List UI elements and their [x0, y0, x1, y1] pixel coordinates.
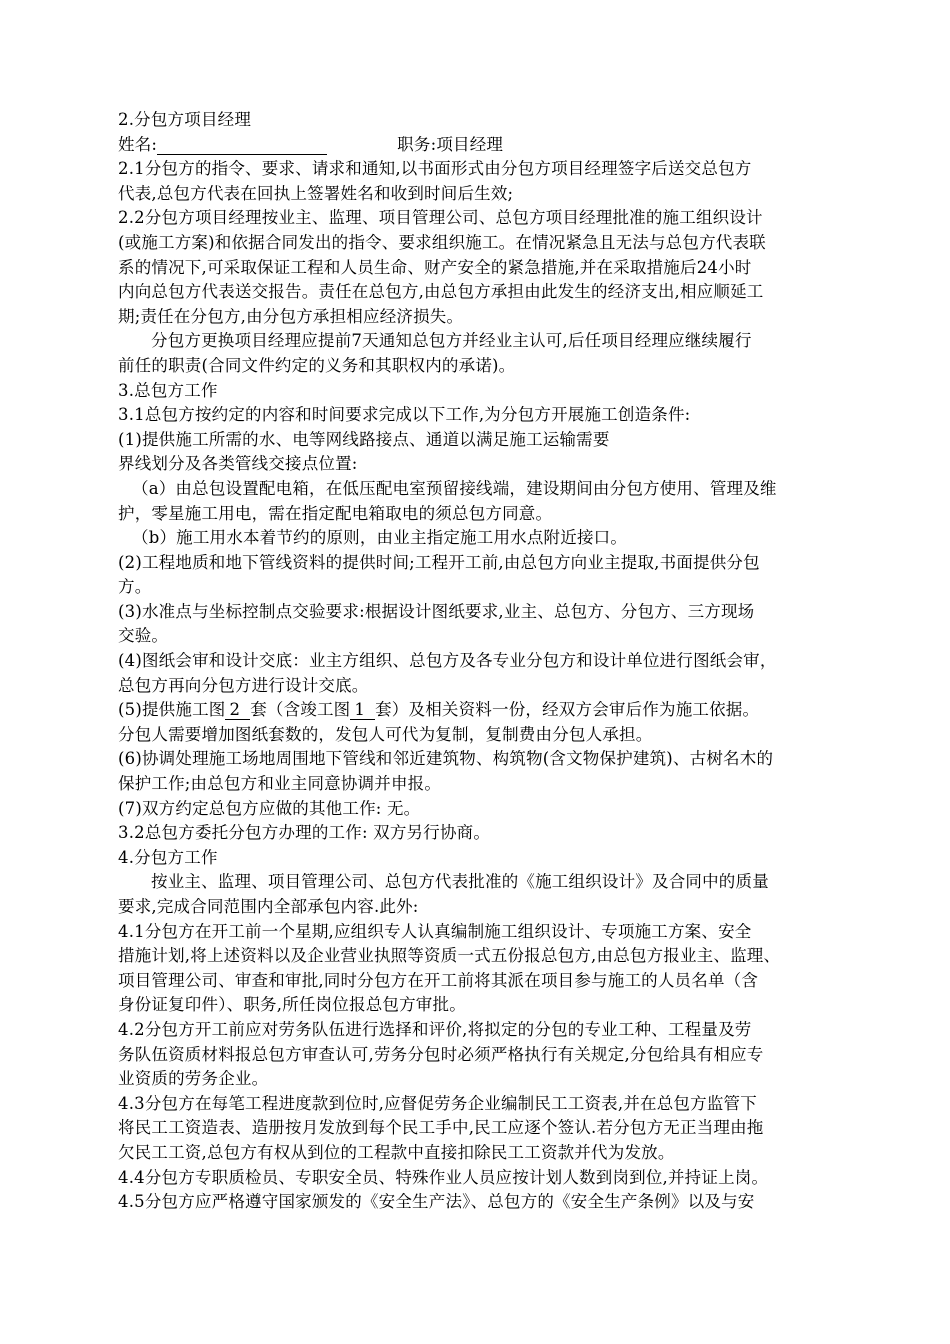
paragraph-line: 护，零星施工用电，需在指定配电箱取电的须总包方同意。: [118, 503, 553, 523]
paragraph-line: 2.1分包方的指令、要求、请求和通知,以书面形式由分包方项目经理签字后送交总包方: [118, 159, 752, 179]
paragraph-line: 3.2总包方委托分包方办理的工作: 双方另行协商。: [118, 823, 491, 843]
paragraph-line: 身份证复印件）、职务,所任岗位报总包方审批。: [118, 995, 466, 1015]
drawing-copies-value: 2: [225, 701, 250, 720]
paragraph-line: 将民工工资造表、造册按月发放到每个民工手中,民工应逐个签认.若分包方无正当理由拖: [118, 1118, 764, 1138]
paragraph-line: (4)图纸会审和设计交底：业主方组织、总包方及各专业分包方和设计单位进行图纸会审，: [118, 651, 777, 671]
paragraph-line: (2)工程地质和地下管线资料的提供时间;工程开工前,由总包方向业主提取,书面提供分包: [118, 552, 760, 572]
paragraph-line: 业资质的劳务企业。: [118, 1069, 269, 1089]
name-label: 姓名:: [118, 134, 158, 154]
paragraph-line: 总包方再向分包方进行设计交底。: [118, 675, 369, 695]
section-heading: 2.分包方项目经理: [118, 110, 252, 129]
paragraph-line: 交验。: [118, 626, 169, 646]
paragraph-line: (或施工方案)和依据合同发出的指令、要求组织施工。在情况紧急且无法与总包方代表联: [118, 232, 766, 252]
paragraph-line: 务队伍资质材料报总包方审查认可,劳务分包时必须严格执行有关规定,分包给具有相应专: [118, 1044, 764, 1064]
paragraph-line: 分包方更换项目经理应提前7天通知总包方并经业主认可,后任项目经理应继续履行: [151, 331, 752, 351]
paragraph-line: 界线划分及各类管线交接点位置:: [118, 454, 358, 474]
paragraph-line: 4.5分包方应严格遵守国家颁发的《安全生产法》、总包方的《安全生产条例》以及与安: [118, 1192, 755, 1212]
paragraph-line: (7)双方约定总包方应做的其他工作: 无。: [118, 798, 421, 818]
paragraph-line: 代表,总包方代表在回执上签署姓名和收到时间后生效;: [118, 183, 514, 203]
paragraph-line: 内向总包方代表送交报告。责任在总包方,由总包方承担由此发生的经济支出,相应顺延工: [118, 282, 764, 302]
drawings-suffix: 套）及相关资料一份，经双方会审后作为施工依据。: [375, 700, 760, 720]
paragraph-line: 分包人需要增加图纸套数的，发包人可代为复制，复制费由分包人承担。: [118, 724, 653, 744]
paragraph-line: 4.2分包方开工前应对劳务队伍进行选择和评价,将拟定的分包的专业工种、工程量及劳: [118, 1019, 752, 1039]
completed-drawing-copies-value: 1: [350, 701, 375, 720]
drawings-line: [118, 698, 866, 723]
paragraph-line: 保护工作;由总包方和业主同意协调并申报。: [118, 774, 442, 794]
paragraph-line: 项目管理公司、审查和审批,同时分包方在开工前将其派在项目参与施工的人员名单（含: [118, 970, 759, 990]
document-page: [118, 108, 866, 1215]
name-blank: [157, 136, 327, 155]
section-heading: 3.总包方工作: [118, 380, 218, 400]
paragraph-line: 欠民工工资,总包方有权从到位的工程款中直接扣除民工工资款并代为发放。: [118, 1142, 675, 1162]
paragraph-line: 系的情况下,可采取保证工程和人员生命、财产安全的紧急措施,并在采取措施后24小时: [118, 257, 752, 277]
paragraph-line: (6)协调处理施工场地周围地下管线和邻近建筑物、构筑物(含文物保护建筑)、古树名木的: [118, 749, 774, 769]
paragraph-line: 方。: [118, 577, 152, 597]
paragraph-line: 3.1总包方按约定的内容和时间要求完成以下工作,为分包方开展施工创造条件:: [118, 405, 691, 425]
drawings-mid: 套（含竣工图: [250, 700, 351, 720]
paragraph-line: (1)提供施工所需的水、电等网线路接点、通道以满足施工运输需要: [118, 429, 610, 449]
section-heading: 4.分包方工作: [118, 847, 218, 867]
paragraph-line: 4.3分包方在每笔工程进度款到位时,应督促劳务企业编制民工工资表,并在总包方监管下: [118, 1093, 757, 1113]
paragraph-line: （b）施工用水本着节约的原则，由业主指定施工用水点附近接口。: [132, 528, 628, 548]
name-position-row: [118, 133, 866, 158]
paragraph-line: 前任的职责(合同文件约定的义务和其职权内的承诺)。: [118, 355, 516, 375]
paragraph-line: 4.4分包方专职质检员、专职安全员、特殊作业人员应按计划人数到岗到位,并持证上岗。: [118, 1167, 769, 1187]
paragraph-line: 2.2分包方项目经理按业主、监理、项目管理公司、总包方项目经理批准的施工组织设计: [118, 208, 763, 228]
paragraph-line: 要求,完成合同范围内全部承包内容.此外:: [118, 897, 419, 916]
paragraph-line: (3)水准点与坐标控制点交验要求:根据设计图纸要求,业主、总包方、分包方、三方现场: [118, 601, 755, 621]
paragraph-line: 4.1分包方在开工前一个星期,应组织专人认真编制施工组织设计、专项施工方案、安全: [118, 921, 752, 941]
drawings-prefix: (5)提供施工图: [118, 700, 226, 720]
paragraph-line: 期;责任在分包方,由分包方承担相应经济损失。: [118, 306, 464, 326]
paragraph-line: 措施计划,将上述资料以及企业营业执照等资质一式五份报总包方,由总包方报业主、监理、: [118, 946, 781, 966]
paragraph-line: （a）由总包设置配电箱，在低压配电室预留接线端，建设期间由分包方使用、管理及维: [132, 478, 777, 498]
paragraph-line: 按业主、监理、项目管理公司、总包方代表批准的《施工组织设计》及合同中的质量: [151, 872, 769, 892]
position-label: 职务:项目经理: [397, 134, 504, 154]
